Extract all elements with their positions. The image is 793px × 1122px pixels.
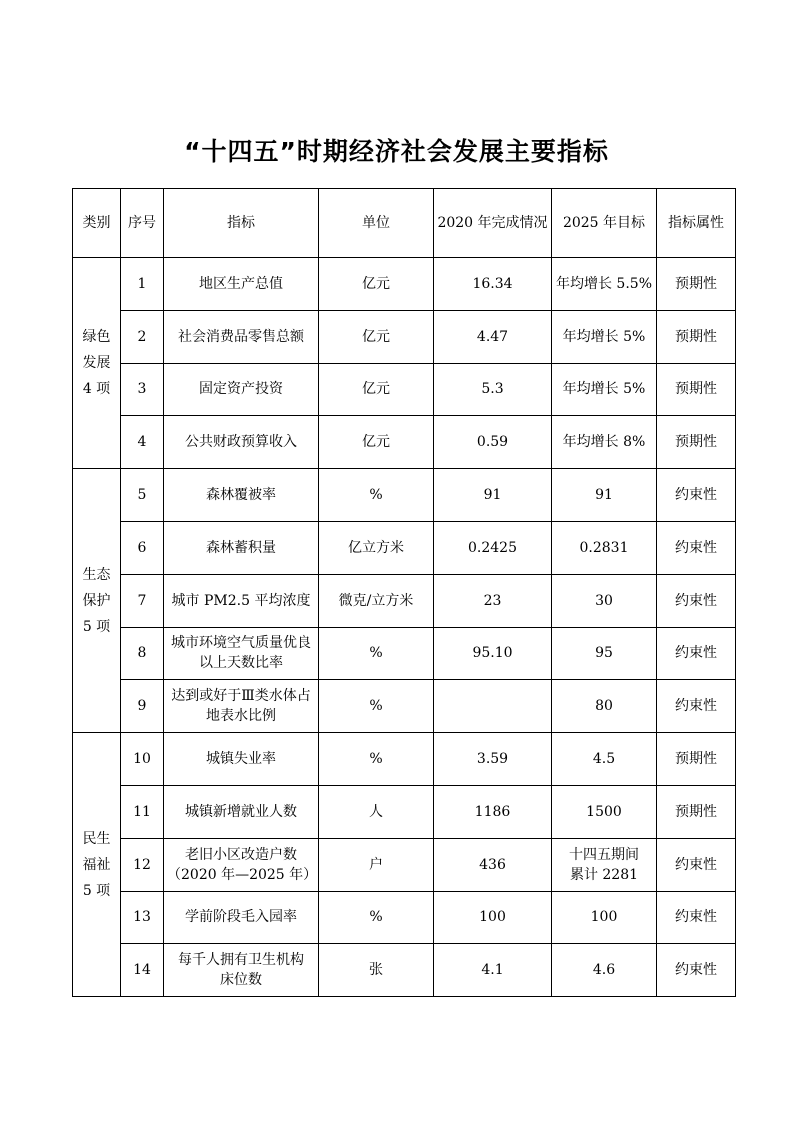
indicator-line: 老旧小区改造户数	[185, 846, 297, 863]
target-2025-cell	[552, 733, 657, 786]
table-row	[73, 363, 736, 416]
target-2025-line: 0.2831	[579, 539, 629, 556]
actual-2020-cell	[434, 891, 552, 944]
indicator-cell	[164, 574, 319, 627]
indicator-cell	[164, 785, 319, 838]
number-cell: 8	[121, 627, 164, 680]
target-2025-line: 年均增长 5%	[562, 381, 646, 398]
indicator-cell	[164, 363, 319, 416]
target-2025-cell	[552, 838, 657, 891]
target-2025-line: 年均增长 5.5%	[555, 275, 653, 292]
attribute-cell: 预期性	[657, 416, 736, 469]
indicator-line: 公共财政预算收入	[185, 434, 297, 451]
actual-2020-line: 3.59	[476, 751, 509, 768]
target-2025-cell	[552, 574, 657, 627]
category-line: 发展	[82, 355, 111, 372]
number-cell: 6	[121, 521, 164, 574]
number-cell: 4	[121, 416, 164, 469]
target-2025-cell	[552, 258, 657, 311]
table-row	[73, 258, 736, 311]
target-2025-line: 年均增长 5%	[562, 328, 646, 345]
actual-2020-cell	[434, 469, 552, 522]
target-2025-line: 91	[595, 487, 613, 504]
actual-2020-cell	[434, 733, 552, 786]
indicator-cell	[164, 733, 319, 786]
target-2025-cell	[552, 891, 657, 944]
indicator-line: 固定资产投资	[199, 381, 283, 398]
target-2025-line: 80	[595, 698, 613, 715]
actual-2020-line: 0.59	[476, 434, 509, 451]
target-2025-line: 累计 2281	[569, 866, 639, 883]
attribute-cell: 预期性	[657, 258, 736, 311]
table-row	[73, 785, 736, 838]
target-2025-line: 年均增长 8%	[562, 434, 646, 451]
unit-cell: 亿元	[319, 258, 434, 311]
indicator-line: 每千人拥有卫生机构	[178, 952, 304, 969]
indicator-cell	[164, 680, 319, 733]
table-row	[73, 733, 736, 786]
indicator-line: 森林覆被率	[206, 487, 276, 504]
attribute-cell: 约束性	[657, 838, 736, 891]
indicator-line: 地区生产总值	[199, 275, 283, 292]
indicator-cell	[164, 310, 319, 363]
header-2025-target: 2025 年目标	[552, 189, 657, 258]
unit-cell: 人	[319, 785, 434, 838]
target-2025-line: 4.5	[592, 751, 616, 768]
indicator-line: 达到或好于Ⅲ类水体占	[171, 688, 311, 705]
indicator-cell	[164, 627, 319, 680]
attribute-cell: 预期性	[657, 363, 736, 416]
indicator-line: 学前阶段毛入园率	[185, 909, 297, 926]
actual-2020-line: 100	[479, 909, 506, 926]
category-cell	[73, 733, 121, 997]
indicator-cell	[164, 416, 319, 469]
unit-cell: 微克/立方米	[319, 574, 434, 627]
actual-2020-line: 23	[483, 592, 502, 609]
unit-cell: %	[319, 627, 434, 680]
indicators-table	[72, 188, 736, 997]
number-cell: 12	[121, 838, 164, 891]
category-line: 5 项	[82, 882, 111, 899]
attribute-cell: 约束性	[657, 469, 736, 522]
unit-cell: %	[319, 733, 434, 786]
table-row	[73, 680, 736, 733]
category-line: 福祉	[82, 856, 111, 873]
number-cell: 14	[121, 944, 164, 997]
target-2025-line: 十四五期间	[569, 846, 639, 863]
indicator-cell	[164, 521, 319, 574]
actual-2020-cell	[434, 416, 552, 469]
indicator-cell	[164, 469, 319, 522]
table-row	[73, 838, 736, 891]
category-line: 生态	[82, 566, 111, 583]
actual-2020-cell	[434, 310, 552, 363]
number-cell: 2	[121, 310, 164, 363]
table-row	[73, 627, 736, 680]
unit-cell: 亿元	[319, 416, 434, 469]
indicator-cell	[164, 838, 319, 891]
actual-2020-line: 91	[483, 487, 502, 504]
indicator-cell	[164, 944, 319, 997]
category-cell	[73, 258, 121, 469]
category-line: 5 项	[82, 618, 111, 635]
attribute-cell: 约束性	[657, 574, 736, 627]
attribute-cell: 预期性	[657, 733, 736, 786]
attribute-cell: 约束性	[657, 891, 736, 944]
table-row	[73, 891, 736, 944]
header-indicator: 指标	[164, 189, 319, 258]
actual-2020-cell	[434, 627, 552, 680]
unit-cell: %	[319, 469, 434, 522]
attribute-cell: 约束性	[657, 680, 736, 733]
actual-2020-cell	[434, 258, 552, 311]
indicator-line: 城镇失业率	[206, 751, 276, 768]
target-2025-cell	[552, 521, 657, 574]
unit-cell: 亿元	[319, 363, 434, 416]
indicator-line: 城市环境空气质量优良	[171, 635, 311, 652]
table-body	[73, 258, 736, 997]
target-2025-cell	[552, 785, 657, 838]
indicator-line: 城市 PM2.5 平均浓度	[171, 592, 311, 609]
actual-2020-cell	[434, 944, 552, 997]
attribute-cell: 预期性	[657, 785, 736, 838]
actual-2020-line: 5.3	[481, 381, 504, 398]
attribute-cell: 约束性	[657, 944, 736, 997]
actual-2020-line: 4.47	[476, 328, 509, 345]
header-2020-actual: 2020 年完成情况	[434, 189, 552, 258]
category-cell	[73, 469, 121, 733]
page-title: “十四五”时期经济社会发展主要指标	[184, 137, 609, 166]
header-category: 类别	[73, 189, 121, 258]
header-attribute: 指标属性	[657, 189, 736, 258]
indicator-cell	[164, 891, 319, 944]
category-line: 保护	[82, 592, 111, 609]
number-cell: 13	[121, 891, 164, 944]
header-unit: 单位	[319, 189, 434, 258]
table-header-row	[73, 189, 736, 258]
unit-cell: 张	[319, 944, 434, 997]
actual-2020-line: 0.2425	[468, 539, 517, 556]
actual-2020-line: 16.34	[472, 275, 513, 292]
category-line: 民生	[82, 830, 111, 847]
target-2025-cell	[552, 627, 657, 680]
actual-2020-cell	[434, 785, 552, 838]
number-cell: 1	[121, 258, 164, 311]
actual-2020-cell	[434, 363, 552, 416]
indicator-line: 社会消费品零售总额	[178, 328, 304, 345]
unit-cell: %	[319, 680, 434, 733]
target-2025-line: 1500	[586, 803, 622, 820]
target-2025-cell	[552, 363, 657, 416]
category-line: 绿色	[82, 329, 111, 346]
number-cell: 10	[121, 733, 164, 786]
number-cell: 3	[121, 363, 164, 416]
indicator-line: 城镇新增就业人数	[185, 803, 297, 820]
indicator-cell	[164, 258, 319, 311]
number-cell: 5	[121, 469, 164, 522]
table-row	[73, 469, 736, 522]
unit-cell: 户	[319, 838, 434, 891]
actual-2020-line: 436	[479, 856, 506, 873]
target-2025-line: 95	[595, 645, 613, 662]
table-row	[73, 574, 736, 627]
table-row	[73, 944, 736, 997]
actual-2020-cell	[434, 574, 552, 627]
indicator-line: 床位数	[220, 972, 262, 989]
target-2025-cell	[552, 944, 657, 997]
indicator-line: 地表水比例	[206, 708, 276, 725]
indicator-line: 森林蓄积量	[206, 539, 276, 556]
unit-cell: 亿立方米	[319, 521, 434, 574]
attribute-cell: 预期性	[657, 310, 736, 363]
target-2025-cell	[552, 680, 657, 733]
target-2025-cell	[552, 416, 657, 469]
attribute-cell: 约束性	[657, 627, 736, 680]
number-cell: 11	[121, 785, 164, 838]
actual-2020-line: 1186	[474, 803, 511, 820]
unit-cell: %	[319, 891, 434, 944]
category-line: 4 项	[82, 381, 111, 398]
target-2025-line: 4.6	[592, 962, 616, 979]
number-cell: 7	[121, 574, 164, 627]
target-2025-line: 100	[590, 909, 618, 926]
header-number: 序号	[121, 189, 164, 258]
actual-2020-line: 4.1	[481, 962, 504, 979]
attribute-cell: 约束性	[657, 521, 736, 574]
actual-2020-cell	[434, 680, 552, 733]
number-cell: 9	[121, 680, 164, 733]
target-2025-cell	[552, 310, 657, 363]
table-row	[73, 521, 736, 574]
indicator-line: （2020 年—2025 年）	[167, 866, 318, 883]
target-2025-line: 30	[595, 592, 613, 609]
target-2025-cell	[552, 469, 657, 522]
actual-2020-line: 95.10	[472, 645, 513, 662]
unit-cell: 亿元	[319, 310, 434, 363]
table-row	[73, 416, 736, 469]
table-row	[73, 310, 736, 363]
indicator-line: 以上天数比率	[199, 655, 283, 672]
actual-2020-cell	[434, 838, 552, 891]
actual-2020-cell	[434, 521, 552, 574]
